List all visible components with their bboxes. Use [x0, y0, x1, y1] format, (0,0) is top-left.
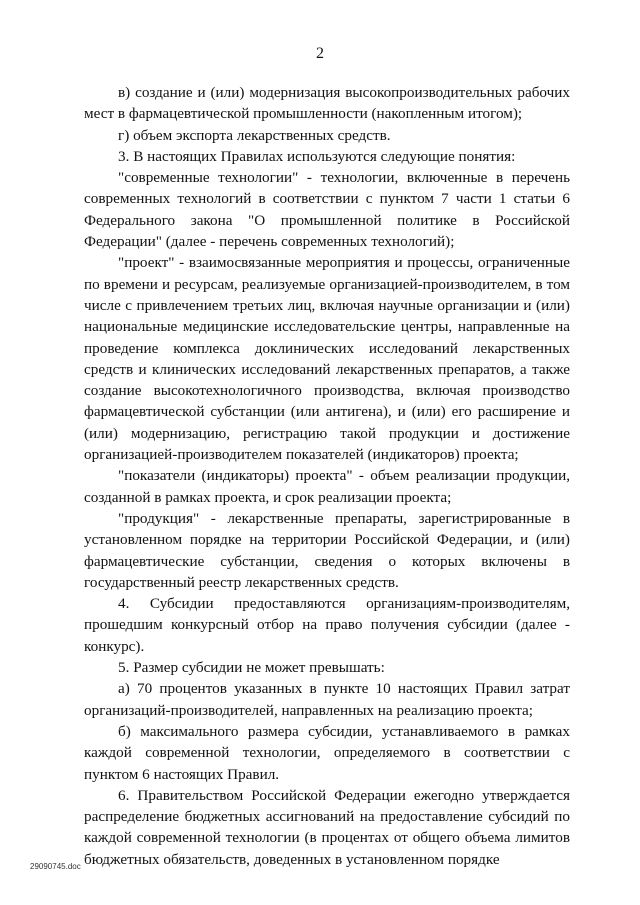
- paragraph-definition-project: "проект" - взаимосвязанные мероприятия и процессы, ограниченные по времени и ресурсам, реализуемые организацией-производителем, в том числе с привлечением третьих лиц, включая научные организации и (или) национальные медицинские исследовательские центры, направленные на проведение комплекса доклинических исследований лекарственных средств и клинических исследований лекарственных препаратов, а также создание высокотехнологичного производства, включая производство фармацевтической субстанции (или антигена), и (или) его расширение и (или) модернизацию, регистрацию такой продукции и достижение организацией-производителем показателей (индикаторов) проекта;: [84, 254, 570, 464]
- document-body: [84, 82, 570, 870]
- paragraph-clause-4: 4. Субсидии предоставляются организациям-производителям, прошедшим конкурсный отбор на право получения субсидии (далее - конкурс).: [84, 595, 570, 655]
- paragraph-definition-indicators: "показатели (индикаторы) проекта" - объем реализации продукции, созданной в рамках проекта, и срок реализации проекта;: [84, 467, 570, 506]
- page-number: 2: [316, 45, 324, 62]
- paragraph-definition-technologies: "современные технологии" - технологии, включенные в перечень современных технологий в соответствии с пунктом 7 части 1 статьи 6 Федерального закона "О промышленной политике в Российской Федерации" (далее - перечень современных технологий);: [84, 169, 570, 251]
- paragraph-item-v: в) создание и (или) модернизация высокопроизводительных рабочих мест в фармацевтической промышленности (накопленным итогом);: [84, 84, 570, 123]
- paragraph-item-b: б) максимального размера субсидии, устанавливаемого в рамках каждой современной технологии, определяемого в соответствии с пунктом 6 настоящих Правил.: [84, 722, 570, 783]
- footer-file-code: 29090745.doc: [30, 862, 81, 871]
- paragraph-item-g: г) объем экспорта лекарственных средств.: [118, 126, 391, 144]
- paragraph-clause-3: 3. В настоящих Правилах используются следующие понятия:: [118, 147, 516, 165]
- paragraph-item-a: а) 70 процентов указанных в пункте 10 настоящих Правил затрат организаций-производителей, направленных на реализацию проекта;: [84, 680, 570, 719]
- paragraph-definition-products: "продукция" - лекарственные препараты, зарегистрированные в установленном порядке на территории Российской Федерации, и (или) фармацевтические субстанции, сведения о которых включены в государственный реестр лекарственных средств.: [84, 509, 570, 591]
- paragraph-clause-5: 5. Размер субсидии не может превышать:: [118, 659, 385, 677]
- paragraph-clause-6: 6. Правительством Российской Федерации ежегодно утверждается распределение бюджетных ассигнований на предоставление субсидий по каждой современной технологии (в процентах от общего объема лимитов бюджетных обязательств, доведенных в установленном порядке: [84, 786, 570, 868]
